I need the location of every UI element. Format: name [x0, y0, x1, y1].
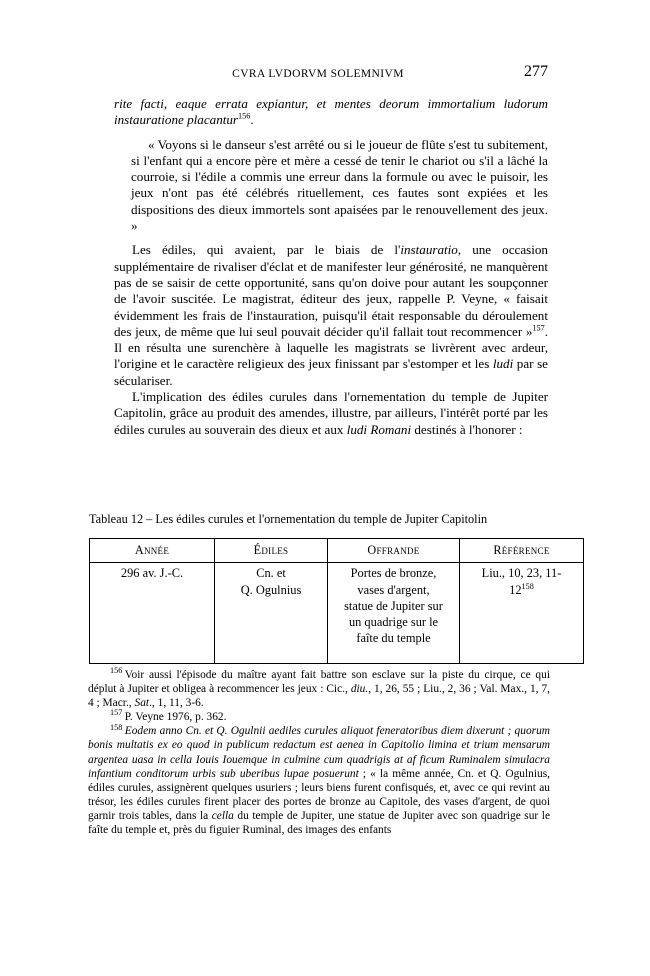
block-quote-text: « Voyons si le danseur s'est arrêté ou si le joueur de flûte s'est tu subitement, si l'enfant qui a encore père et mère a cessé de tenir le chariot ou s'il a lâché la courroie, si l'édile a commis une erreur dans la formule ou avec le puisoir, les jeux n'ont pas été célébrés rituellement, ces fautes sont expiées et les dispositions des dieux immortels sont apaisées par le renouvellement des jeux. » — [131, 136, 548, 234]
footnote-text: Eodem anno Cn. et Q. Ogulnii aediles curules aliquot feneratoribus diem dixerunt ; quorum bonis multatis ex eo quod in publicum redactum est aenea in Capitolio limina et trium mensarum argentea uasa in cella Iouis Iouemque in culmine cum quadrigis at af ficum Ruminalem simulacra infantium conditorum urbis sub uberibus lupae posuerunt ; « la même année, Cn. et Q. Ogulnius, édiles curules, assignèrent quelques usuriers ; leurs biens furent confisqués, et, avec ce qui revint au trésor, les édiles curules firent placer des portes de bronze au Capitole, des vases d'argent, de quoi garnir trois tables, dans la cella du temple de Jupiter, une statue de Jupiter avec son quadrige sur le faîte du temple et, près du figuier Ruminal, des images des enfants — [88, 725, 550, 837]
cell-ediles: Cn. et Q. Ogulnius — [215, 563, 328, 664]
paragraph-ediles: Les édiles, qui avaient, par le biais de l'instauratio, une occasion supplémentaire de rivaliser d'éclat et de manifester leur générosité, ne manquèrent pas de se saisir de cette opportunité, sans qu'on doive pour autant les soupçonner de l'avoir suscitée. Le magistrat, éditeur des jeux, rappelle P. Veyne, « faisait évidemment les frais de l'instauration, puisqu'il était responsable du déroulement des jeux, de même que lui seul pouvait décider qu'il fallait tout recommencer »$^{157}$. Il en résulta une surenchère à laquelle les magistrats se livrèrent avec ardeur, l'origine et le caractère religieux des jeux finissant par s'estomper et les ludi par se séculariser. — [114, 242, 548, 388]
column-header-ediles: Édiles — [215, 539, 328, 563]
page-number: 277 — [524, 63, 548, 80]
table-header-row — [90, 539, 584, 563]
page-header — [88, 63, 548, 80]
footnote-number: 157 — [110, 708, 123, 718]
table-row — [90, 563, 584, 664]
footnotes-block — [88, 668, 550, 837]
footnote-157 — [88, 710, 550, 724]
body-content — [114, 96, 548, 438]
paragraph-continued: rite facti, eaque errata expiantur, et mentes deorum immortalium ludorum instauratione placantur$^{156}$. — [114, 96, 548, 128]
cell-reference: Liu., 10, 23, 11- $12^{158}$ — [460, 563, 584, 664]
footnote-text: P. Veyne 1976, p. 362. — [124, 711, 227, 724]
block-quote — [114, 137, 548, 235]
footnote-number: 156 — [110, 666, 123, 676]
column-header-reference: Référence — [460, 539, 584, 563]
column-header-annee: Année — [90, 539, 215, 563]
cell-annee: 296 av. J.-C. — [90, 563, 215, 664]
footnote-158 — [88, 724, 550, 837]
cell-offrande: Portes de bronze, vases d'argent, statue de Jupiter sur un quadrige sur le faîte du temple — [328, 563, 460, 664]
footnote-156 — [88, 668, 550, 710]
ediles-table — [89, 538, 584, 664]
table-caption: Tableau 12 – Les édiles curules et l'ornementation du temple de Jupiter Capitolin — [89, 512, 488, 526]
footnote-text: Voir aussi l'épisode du maître ayant fait battre son esclave sur la piste du cirque, ce qui déplut à Jupiter et obligea à recommencer les jeux : Cic., diu., 1, 26, 55 ; Liu., 2, 36 ; Val. Max., 1, 7, 4 ; Macr., Sat., 1, 11, 3-6. — [88, 669, 551, 710]
footnote-number: 158 — [110, 722, 123, 732]
column-header-offrande: Offrande — [328, 539, 460, 563]
running-title: CVRA LVDORVM SOLEMNIVM — [232, 68, 404, 80]
paragraph-implication: L'implication des édiles curules dans l'ornementation du temple de Jupiter Capitolin, grâce au produit des amendes, illustre, par ailleurs, l'intérêt porté par les édiles curules au souverain des dieux et aux ludi Romani destinés à l'honorer : — [114, 389, 548, 437]
